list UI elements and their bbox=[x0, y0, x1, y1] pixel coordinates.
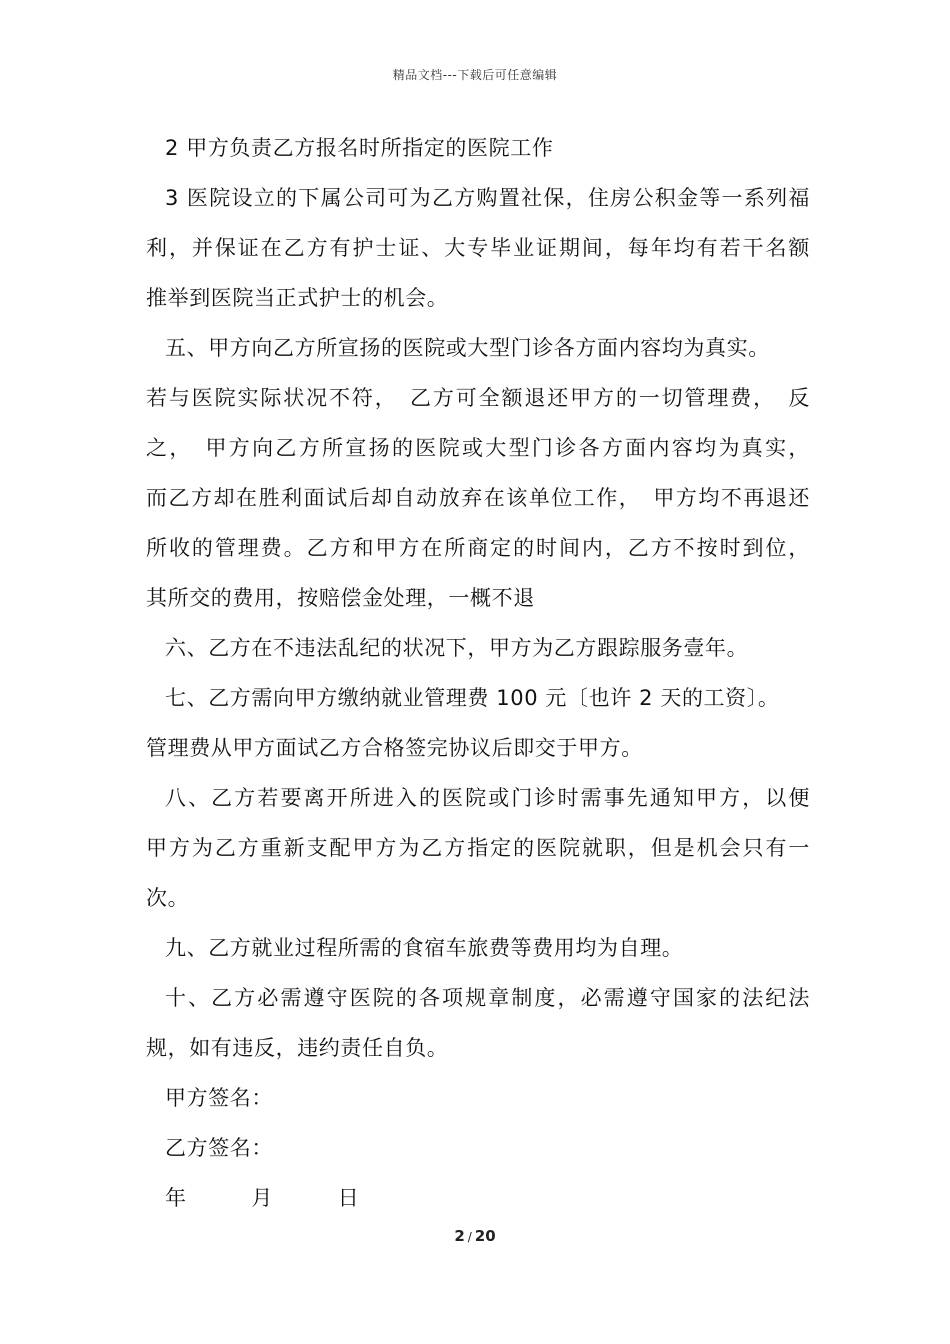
total-pages: 20 bbox=[474, 1227, 496, 1245]
paragraph-line: 次。 bbox=[146, 886, 190, 910]
paragraph-line: 八、乙方若要离开所进入的医院或门诊时需事先通知甲方，以便 bbox=[165, 786, 810, 810]
page-header: 精品文档---下载后可任意编辑 bbox=[392, 68, 558, 82]
paragraph-line: 利，并保证在乙方有护士证、大专毕业证期间，每年均有若干名额 bbox=[146, 236, 810, 260]
paragraph-line: 之， 甲方向乙方所宣扬的医院或大型门诊各方面内容均为真实， bbox=[146, 436, 810, 460]
paragraph-line: 若与医院实际状况不符， 乙方可全额退还甲方的一切管理费， 反 bbox=[146, 386, 810, 410]
current-page: 2 bbox=[454, 1227, 465, 1245]
paragraph-line: 其所交的费用，按赔偿金处理，一概不退 bbox=[146, 586, 535, 610]
paragraph-line: 九、乙方就业过程所需的食宿车旅费等费用均为自理。 bbox=[165, 936, 684, 960]
party-a-signature-label: 甲方签名： bbox=[165, 1086, 273, 1110]
paragraph-line: 3 医院设立的下属公司可为乙方购置社保，住房公积金等一系列福 bbox=[165, 186, 810, 210]
paragraph-line: 六、乙方在不违法乱纪的状况下，甲方为乙方跟踪服务壹年。 bbox=[165, 636, 749, 660]
paragraph-line: 五、甲方向乙方所宣扬的医院或大型门诊各方面内容均为真实。 bbox=[165, 336, 770, 360]
page-separator: / bbox=[467, 1230, 472, 1244]
party-b-signature-label: 乙方签名： bbox=[165, 1136, 273, 1160]
date-line: 年 月 日 bbox=[165, 1186, 360, 1210]
paragraph-line: 管理费从甲方面试乙方合格签完协议后即交于甲方。 bbox=[146, 736, 643, 760]
paragraph-line: 所收的管理费。乙方和甲方在所商定的时间内，乙方不按时到位， bbox=[146, 536, 810, 560]
paragraph-line: 2 甲方负责乙方报名时所指定的医院工作 bbox=[165, 136, 554, 160]
paragraph-line: 十、乙方必需遵守医院的各项规章制度，必需遵守国家的法纪法 bbox=[165, 986, 810, 1010]
paragraph-line: 规，如有违反，违约责任自负。 bbox=[146, 1036, 449, 1060]
paragraph-line: 推举到医院当正式护士的机会。 bbox=[146, 286, 449, 310]
paragraph-line: 而乙方却在胜利面试后却自动放弃在该单位工作， 甲方均不再退还 bbox=[146, 486, 810, 510]
paragraph-line: 甲方为乙方重新支配甲方为乙方指定的医院就职，但是机会只有一 bbox=[146, 836, 810, 860]
paragraph-line: 七、乙方需向甲方缴纳就业管理费 100 元〔也许 2 天的工资〕。 bbox=[165, 686, 780, 710]
page-number bbox=[0, 1227, 950, 1245]
